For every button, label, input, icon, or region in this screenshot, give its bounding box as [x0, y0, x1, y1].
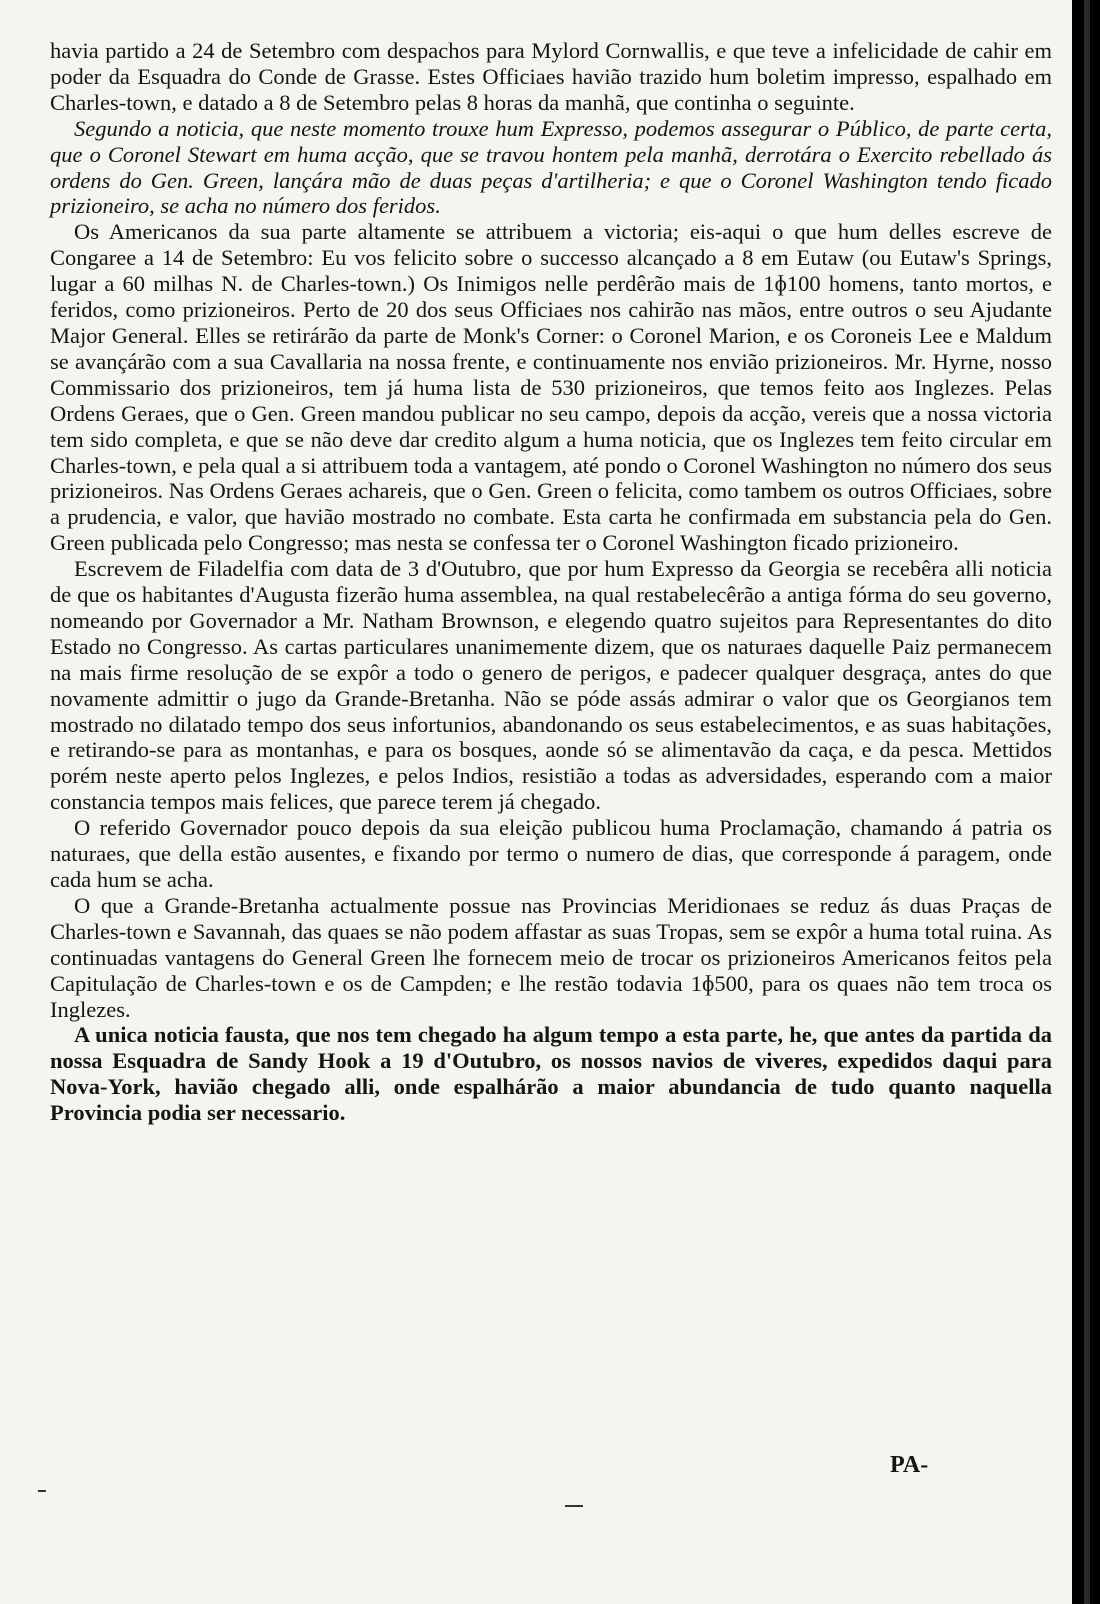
paragraph-1: havia partido a 24 de Setembro com despachos para Mylord Cornwallis, e que teve a infelicidade de cahir em poder da Esquadra do Conde de Grasse. Estes Officiaes havião trazido hum boletim impresso, espalhado em Charles-town, e datado a 8 de Setembro pelas 8 horas da manhã, que continha o seguinte. [50, 38, 1052, 115]
body-text [50, 38, 1052, 1126]
paragraph-6: O que a Grande-Bretanha actualmente possue nas Provincias Meridionaes se reduz ás duas Praças de Charles-town e Savannah, das quaes se não podem affastar as suas Tropas, sem se expôr a huma total ruina. As continuadas vantagens do General Green lhe fornecem meio de trocar os prizioneiros Americanos feitos pela Capitulação de Charles-town e os de Campden; e lhe restão todavia 1ɸ500, para os quaes não tem troca os Inglezes. [50, 892, 1052, 1022]
paragraph-2: Segundo a noticia, que neste momento trouxe hum Expresso, podemos assegurar o Público, de parte certa, que o Coronel Stewart em huma acção, que se travou hontem pela manhã, derrotára o Exercito rebellado ás ordens do Gen. Green, lançára mão de duas peças d'artilheria; e que o Coronel Washington tendo ficado prizioneiro, se acha no número dos feridos. [50, 115, 1052, 219]
paragraph-5: O referido Governador pouco depois da sua eleição publicou huma Proclamação, chamando á patria os naturaes, que della estão ausentes, e fixando por termo o numero de dias, que corresponde á paragem, onde cada hum se acha. [50, 815, 1052, 892]
scan-edge-strip [1084, 0, 1090, 1604]
paragraph-7: A unica noticia fausta, que nos tem chegado ha algum tempo a esta parte, he, que antes da partida da nossa Esquadra de Sandy Hook a 19 d'Outubro, os nossos navios de viveres, expedidos daqui para Nova-York, havião chegado alli, onde espalhárão a maior abundancia de tudo quanto naquella Provincia podia ser necessario. [50, 1022, 1052, 1126]
paragraph-4: Escrevem de Filadelfia com data de 3 d'Outubro, que por hum Expresso da Georgia se recebêra alli noticia de que os habitantes d'Augusta fizerão huma assemblea, na qual restabelecêrão a antiga fórma do seu governo, nomeando por Governador a Mr. Natham Brownson, e elegendo quatro sujeitos para Representantes do dito Estado no Congresso. As cartas particulares unanimemente dizem, que os naturaes daquelle Paiz permanecem na mais firme resolução de se expôr a todo o genero de perigos, e padecer qualquer desgraça, antes do que novamente admittir o jugo da Grande-Bretanha. Não se póde assás admirar o valor que os Georgianos tem mostrado no dilatado tempo dos seus infortunios, abandonando os seus estabelecimentos, e as suas habitações, e retirando-se para as montanhas, e para os bosques, aonde só se alimentavão da caça, e da pesca. Mettidos porém neste aperto pelos Inglezes, e pelos Indios, resistião a todas as adversidades, esperando com a maior constancia tempos mais felices, que parece terem já chegado. [50, 556, 1052, 815]
page-dash [565, 1505, 583, 1507]
paragraph-3: Os Americanos da sua parte altamente se attribuem a victoria; eis-aqui o que hum delles escreve de Congaree a 14 de Setembro: Eu vos felicito sobre o successo alcançado a 8 em Eutaw (ou Eutaw's Springs, lugar a 60 milhas N. de Charles-town.) Os Inimigos nelle perdêrão mais de 1ɸ100 homens, tanto mortos, e feridos, como prizioneiros. Perto de 20 dos seus Officiaes nos cahirão nas mãos, entre outros o seu Ajudante Major General. Elles se retirárão da parte de Monk's Corner: o Coronel Marion, e os Coroneis Lee e Maldum se avançárão com a sua Cavallaria na nossa frente, e continuamente nos envião prizioneiros. Mr. Hyrne, nosso Commissario dos prizioneiros, tem já huma lista de 530 prizioneiros, que temos feito aos Inglezes. Pelas Ordens Geraes, que o Gen. Green mandou publicar no seu campo, depois da acção, vereis que a nossa victoria tem sido completa, e que se não deve dar credito algum a huma noticia, que os Inglezes tem feito circular em Charles-town, e pela qual a si attribuem toda a vantagem, até pondo o Coronel Washington no número dos seus prizioneiros. Nas Ordens Geraes achareis, que o Gen. Green o felicita, como tambem os outros Officiaes, sobre a prudencia, e valor, que havião mostrado no combate. Esta carta he confirmada em substancia pela do Gen. Green publicada pelo Congresso; mas nesta se confessa ter o Coronel Washington ficado prizioneiro. [50, 219, 1052, 556]
scan-edge [1072, 0, 1100, 1604]
catchword: PA- [890, 1452, 929, 1478]
page-speck [38, 1490, 46, 1492]
